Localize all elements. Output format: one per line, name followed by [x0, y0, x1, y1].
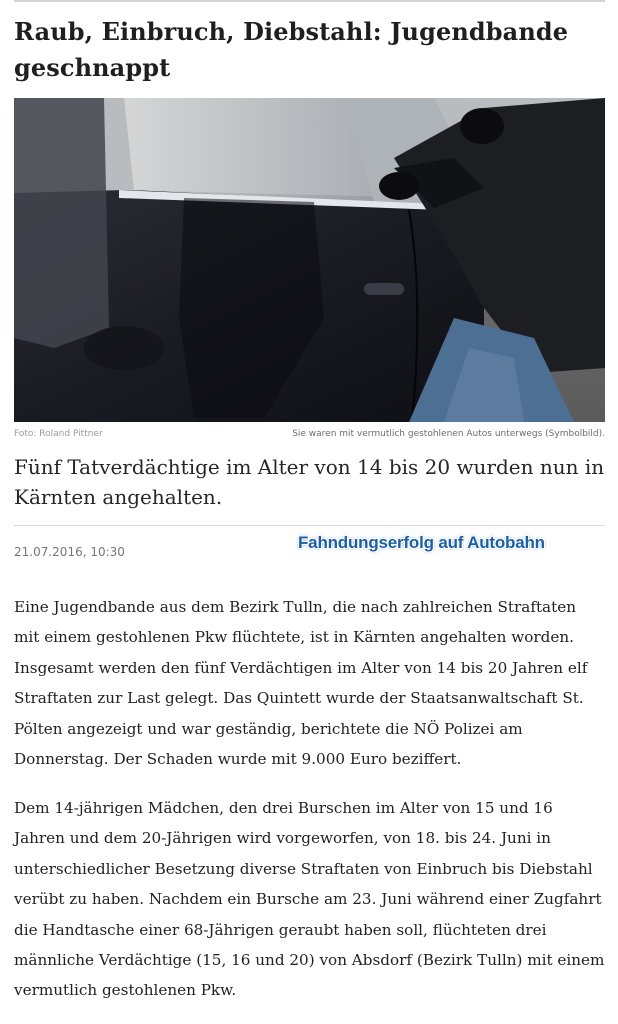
section-divider — [14, 525, 605, 526]
photo-caption: Sie waren mit vermutlich gestohlenen Autos unterwegs (Symbolbild). — [292, 429, 605, 439]
article-subheadline: Fünf Tatverdächtige im Alter von 14 bis 20 wurden nun in Kärnten angehalten. — [14, 455, 605, 509]
publish-date: 21.07.2016, 10:30 — [14, 545, 125, 559]
article-paragraph-2: Dem 14-jährigen Mädchen, den drei Burschen im Alter von 15 und 16 Jahren und dem 20-Jährigen wird vorgeworfen, von 18. bis 24. Juni in unterschiedlicher Besetzung diverse Straftaten von Einbruch bis Diebstahl verübt zu haben. Nachdem ein Bursche am 23. Juni während einer Zugfahrt die Handtasche einer 68-Jährigen geraubt haben soll, flüchteten drei männliche Verdächtige (15, 16 und 20) von Absdorf (Bezirk Tulln) mit einem vermutlich gestohlenen Pkw. — [14, 799, 605, 1000]
top-divider — [14, 0, 605, 2]
article-headline: Raub, Einbruch, Diebstahl: Jugendbande geschnappt — [14, 17, 569, 82]
article-photo — [14, 98, 605, 422]
overlay-headline: Fahndungserfolg auf Autobahn — [298, 533, 545, 552]
photo-credit: Foto: Roland Pittner — [14, 429, 103, 439]
article-paragraph-1: Eine Jugendbande aus dem Bezirk Tulln, die nach zahlreichen Straftaten mit einem gestohlenen Pkw flüchtete, ist in Kärnten angehalten worden. Insgesamt werden den fünf Verdächtigen im Alter von 14 bis 20 Jahren elf Straftaten zur Last gelegt. Das Quintett wurde der Staatsanwaltschaft St. Pölten angezeigt und war geständig, berichtete die NÖ Polizei am Donnerstag. Der Schaden wurde mit 9.000 Euro beziffert. — [14, 598, 588, 769]
